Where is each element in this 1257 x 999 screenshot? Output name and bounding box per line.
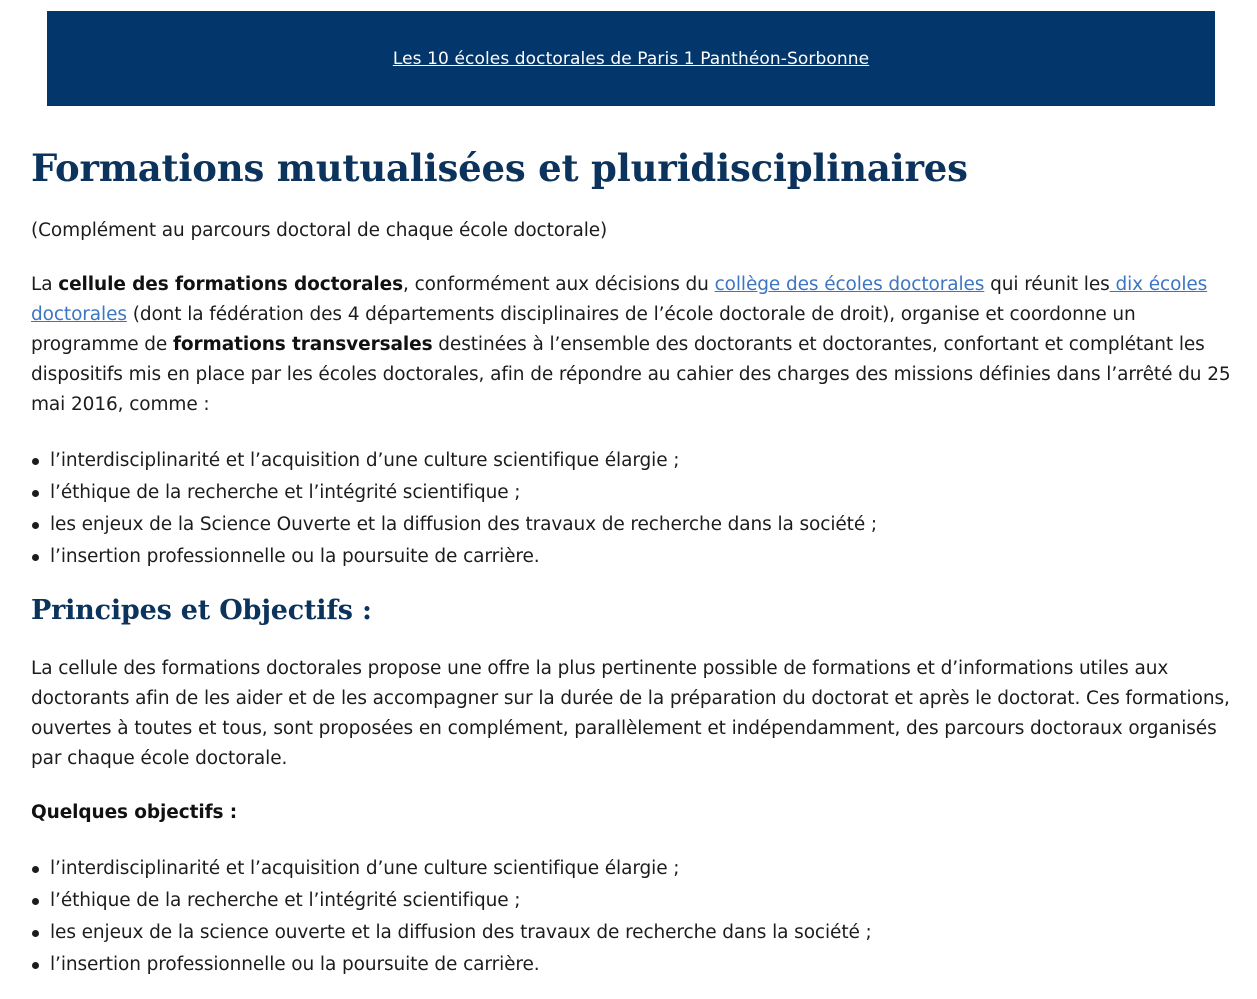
- principes-paragraph: La cellule des formations doctorales propose une offre la plus pertinente possible de formations et d’informations utiles aux doctorants afin de les aider et de les accompagner sur la durée de la préparation du doctorat et après le doctorat. Ces formations, ouvertes à toutes et tous, sont proposées en complément, parallèlement et indépendamment, des parcours doctoraux organisés par chaque école doctorale.: [31, 658, 1230, 769]
- list-item: l’éthique de la recherche et l’intégrité scientifique ;: [31, 477, 1236, 509]
- intro-text: (dont la fédération des 4 départements disciplinaires de l’école doctorale de droit), organise et coordonne un programme de: [31, 304, 1136, 355]
- list-item: l’interdisciplinarité et l’acquisition d’une culture scientifique élargie ;: [31, 445, 1236, 477]
- intro-text: , conformément aux décisions du: [403, 274, 715, 295]
- doctoral-schools-banner: [47, 11, 1215, 106]
- list-item: l’interdisciplinarité et l’acquisition d’une culture scientifique élargie ;: [31, 853, 1236, 885]
- dix-ecoles-doctorales-link[interactable]: dix écoles doctorales: [31, 274, 1208, 325]
- list-item: l’éthique de la recherche et l’intégrité scientifique ;: [31, 885, 1236, 917]
- objectifs-title-text: Quelques objectifs :: [31, 802, 238, 823]
- main-content: [31, 138, 1236, 981]
- list-item: les enjeux de la Science Ouverte et la diffusion des travaux de recherche dans la société ;: [31, 509, 1236, 541]
- intro-text: destinées à l’ensemble des doctorants et doctorantes, confortant et complétant les dispositifs mis en place par les écoles doctorales, afin de répondre au cahier des charges des missions définies dans l’arrêté du 25 mai 2016, comme :: [31, 334, 1231, 415]
- principes-heading: Principes et Objectifs :: [31, 595, 372, 626]
- intro-paragraph: [31, 270, 1236, 420]
- intro-bold-formations: formations transversales: [172, 334, 433, 355]
- college-ecoles-doctorales-link[interactable]: collège des écoles doctorales: [714, 274, 985, 295]
- page-title: Formations mutualisées et pluridisciplinaires: [31, 146, 968, 190]
- objectifs-list: [31, 853, 1236, 981]
- intro-bold-cellule: cellule des formations doctorales: [58, 274, 404, 295]
- list-item: les enjeux de la science ouverte et la diffusion des travaux de recherche dans la société ;: [31, 917, 1236, 949]
- intro-text: La: [31, 274, 59, 295]
- doctoral-schools-link[interactable]: Les 10 écoles doctorales de Paris 1 Panthéon-Sorbonne: [392, 48, 870, 69]
- page-subtitle: (Complément au parcours doctoral de chaque école doctorale): [31, 220, 608, 241]
- objectifs-title: [31, 798, 1236, 828]
- list-item: l’insertion professionnelle ou la poursuite de carrière.: [31, 949, 1236, 981]
- list-item: l’insertion professionnelle ou la poursuite de carrière.: [31, 541, 1236, 573]
- intro-text: qui réunit les: [984, 274, 1110, 295]
- missions-list: [31, 445, 1236, 573]
